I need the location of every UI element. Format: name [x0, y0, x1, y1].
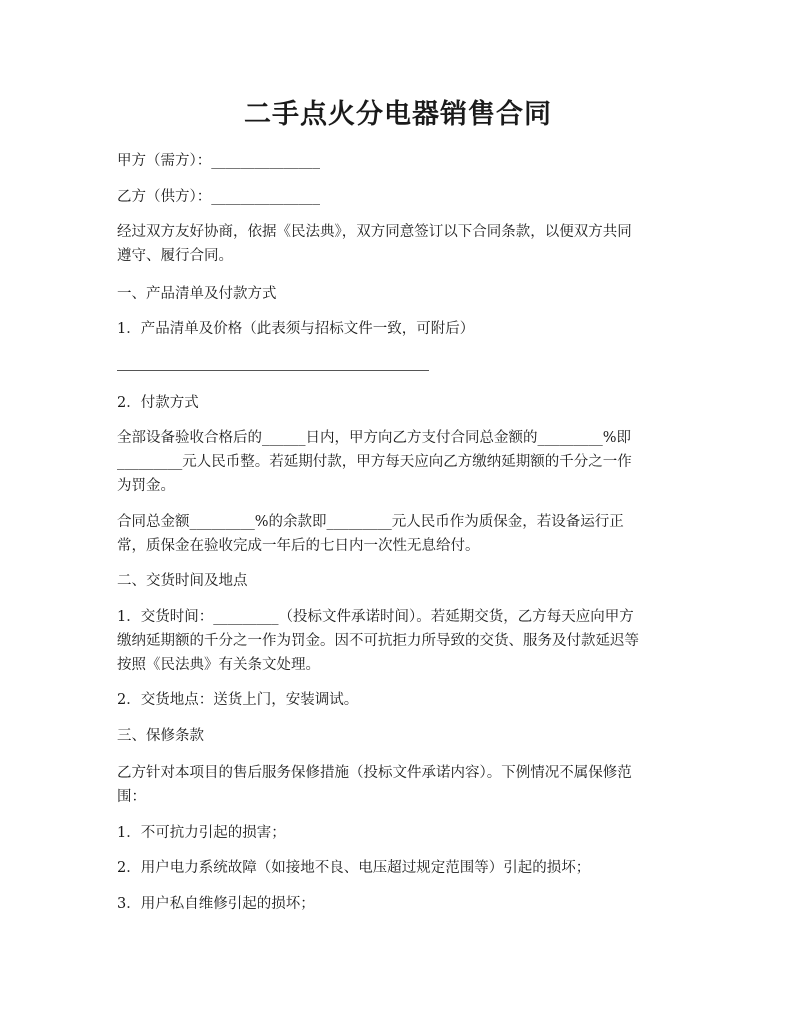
section-heading: 三、保修条款	[117, 728, 204, 744]
exclusion-item: 3．用户私自维修引起的损坏；	[117, 896, 315, 912]
product-list-blank-rule	[117, 370, 429, 371]
payment-paragraph-line: _________元人民币整。若延期付款，甲方每天应向乙方缴纳延期额的千分之一作	[117, 454, 632, 470]
party-a-line: 甲方（需方）：_______________	[117, 153, 320, 169]
clause-heading: 2．付款方式	[117, 395, 199, 411]
payment-paragraph-line: 全部设备验收合格后的______日内，甲方向乙方支付合同总金额的_________%即	[117, 430, 632, 446]
section-heading: 二、交货时间及地点	[117, 573, 248, 589]
delivery-time-paragraph-line: 按照《民法典》有关条文处理。	[117, 657, 320, 673]
warranty-paragraph-line: 围：	[117, 789, 146, 805]
intro-paragraph-line: 经过双方友好协商，依据《民法典》，双方同意签订以下合同条款，以便双方共同	[117, 224, 632, 240]
delivery-time-paragraph-line: 缴纳延期额的千分之一作为罚金。因不可抗拒力所导致的交货、服务及付款延迟等	[117, 633, 639, 649]
warranty-paragraph-line: 乙方针对本项目的售后服务保修措施（投标文件承诺内容）。下例情况不属保修范	[117, 765, 632, 781]
party-b-line: 乙方（供方）：_______________	[117, 189, 320, 205]
intro-paragraph-line: 遵守、履行合同。	[117, 248, 233, 264]
delivery-place-line: 2．交货地点：送货上门，安装调试。	[117, 692, 359, 708]
document-title: 二手点火分电器销售合同	[244, 99, 552, 130]
warranty-deposit-paragraph-line: 合同总金额_________%的余款即_________元人民币作为质保金，若设备运行正	[117, 514, 624, 530]
warranty-deposit-paragraph-line: 常，质保金在验收完成一年后的七日内一次性无息给付。	[117, 538, 480, 554]
section-heading: 一、产品清单及付款方式	[117, 286, 277, 302]
exclusion-item: 2．用户电力系统故障（如接地不良、电压超过规定范围等）引起的损坏；	[117, 860, 591, 876]
exclusion-item: 1．不可抗力引起的损害；	[117, 825, 286, 841]
payment-paragraph-line: 为罚金。	[117, 478, 175, 494]
delivery-time-paragraph-line: 1．交货时间：_________（投标文件承诺时间）。若延期交货，乙方每天应向甲方	[117, 609, 634, 625]
clause-heading: 1．产品清单及价格（此表须与招标文件一致，可附后）	[117, 321, 475, 337]
